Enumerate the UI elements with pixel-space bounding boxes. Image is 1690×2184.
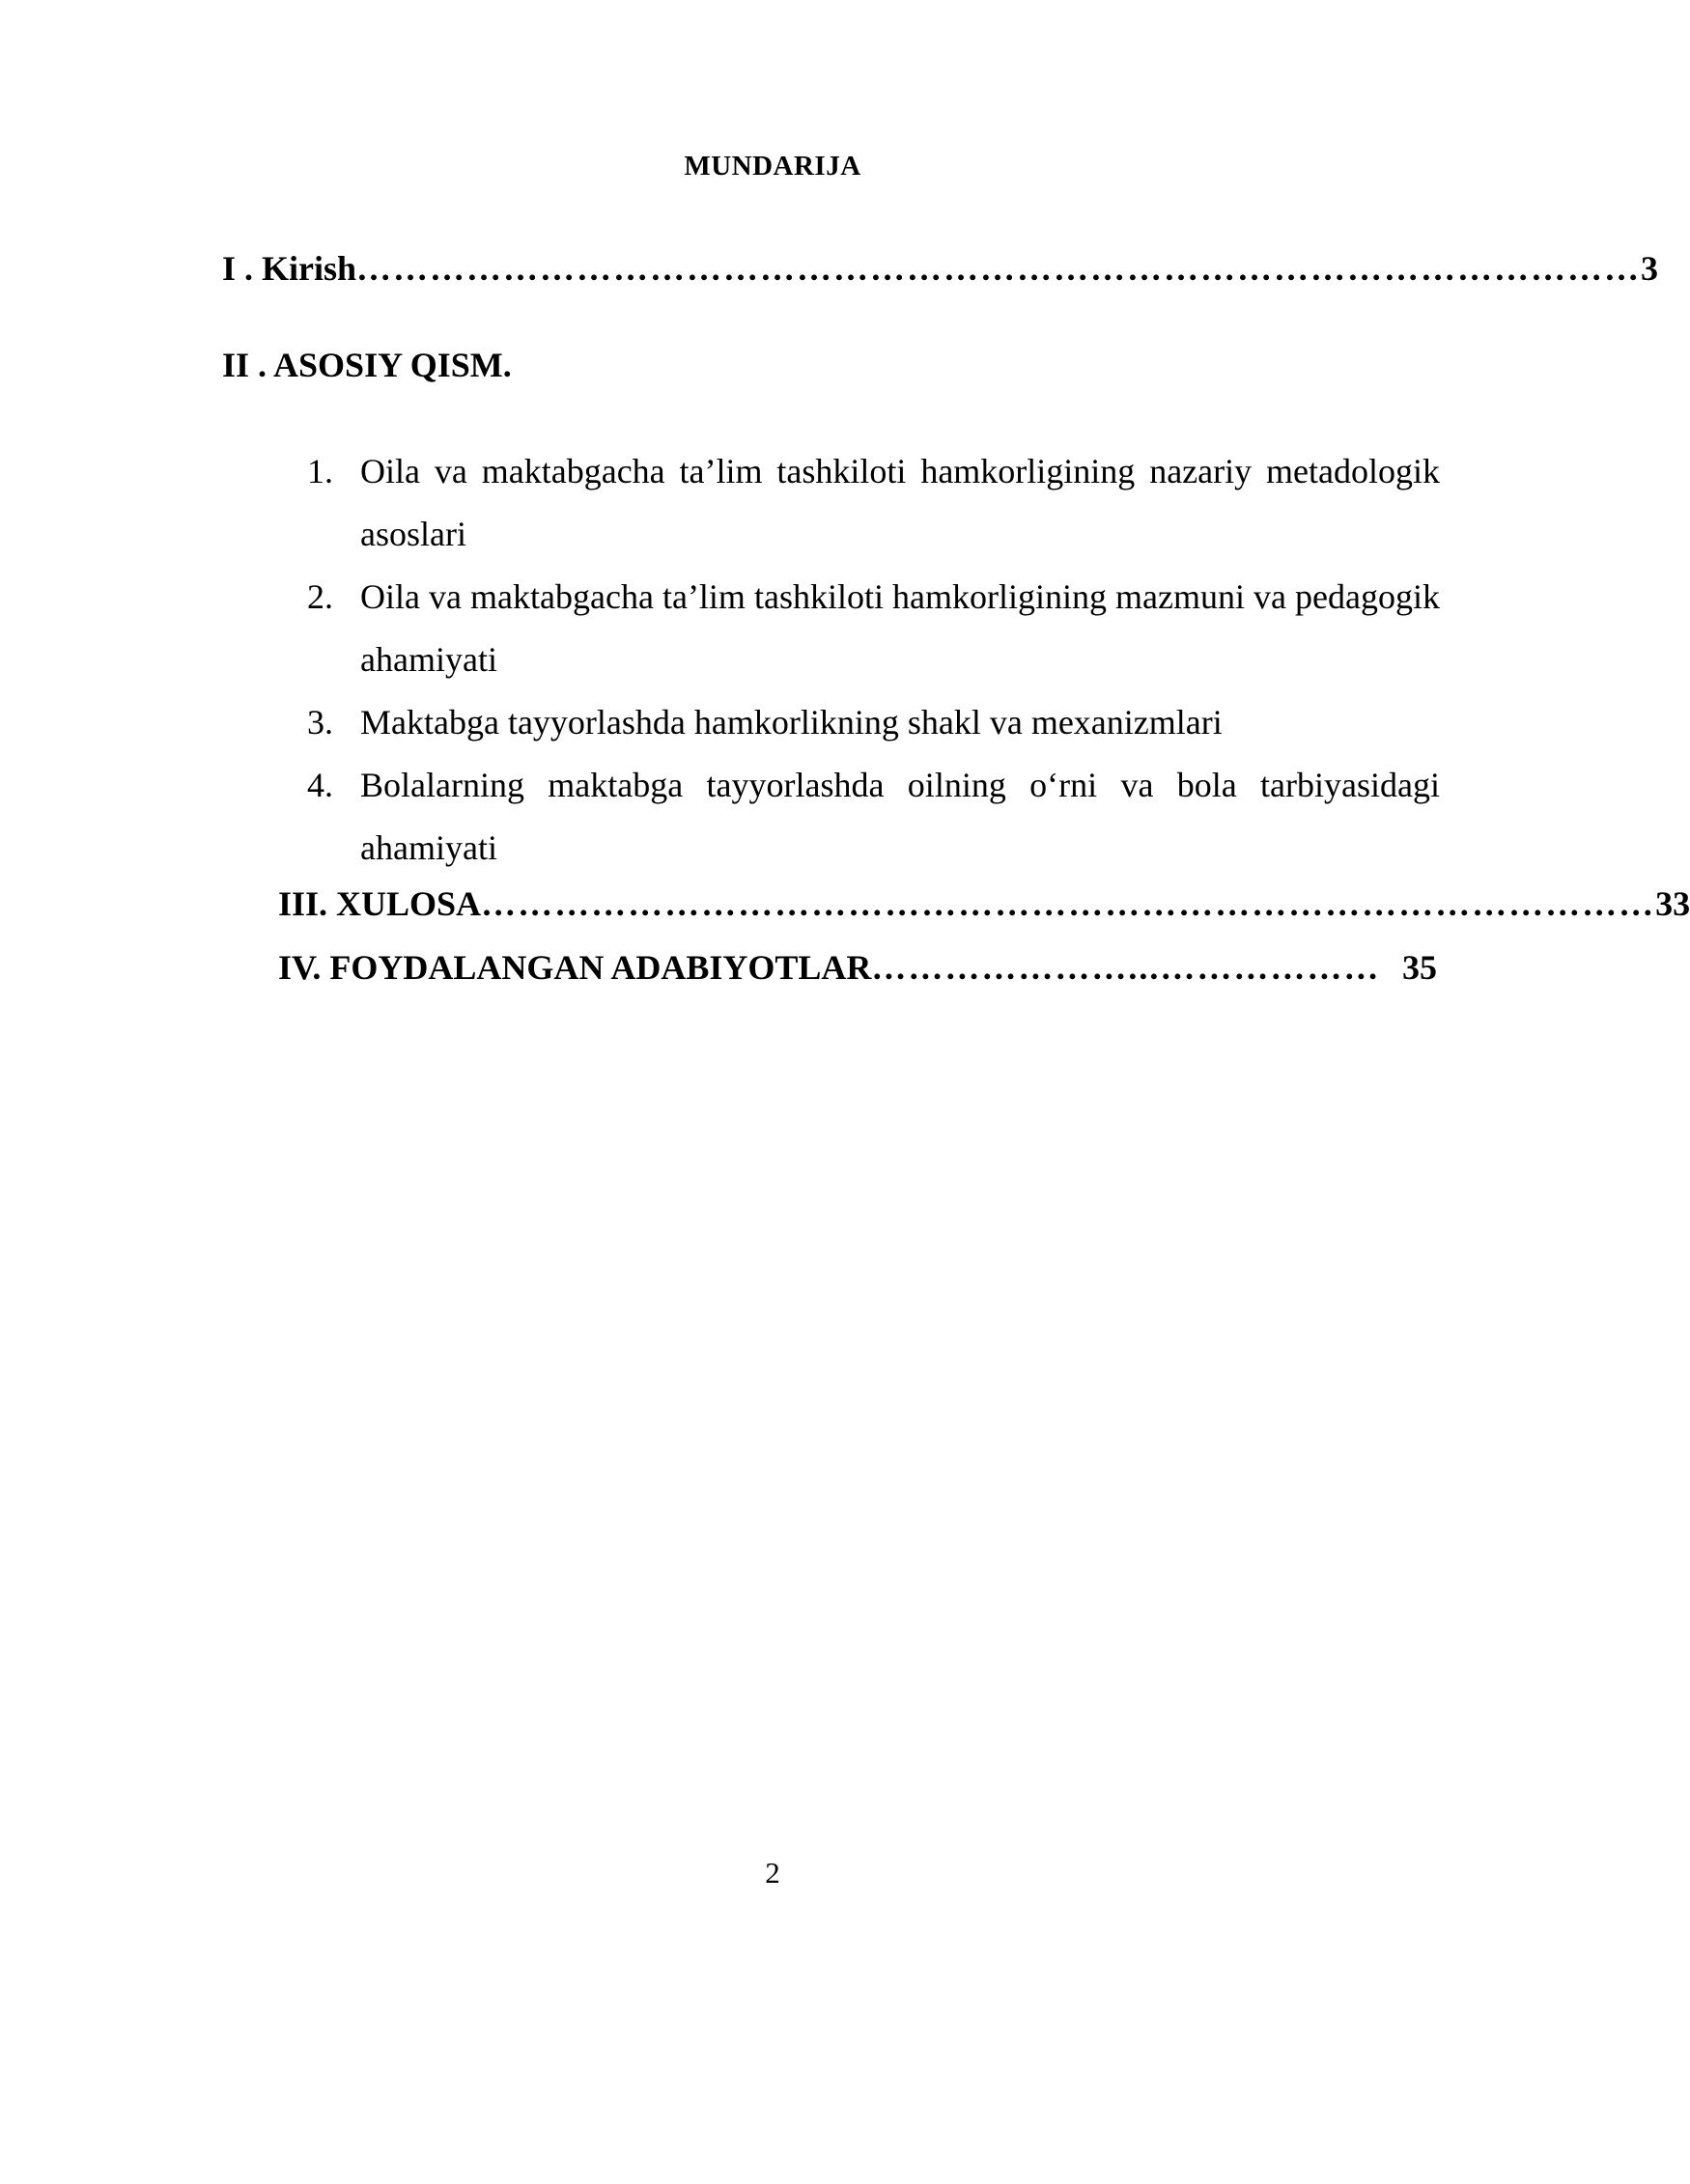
toc-sub-item-text: Oila va maktabgacha ta’lim tashkiloti hamkorligining mazmuni va pedagogik ahamiyati [360,577,1440,679]
toc-sub-item-text: Maktabga tayyorlashda hamkorlikning shakl va mexanizmlari [360,703,1223,742]
page-title: MUNDARIJA [684,151,861,182]
toc-entry-label: I . Kirish [222,249,357,288]
toc-page-number: 35 [1402,948,1437,987]
toc-sub-item [307,566,1440,691]
toc-sub-item-number: 3. [307,703,333,742]
toc-entry-label: IV. FOYDALANGAN ADABIYOTLAR [278,948,872,987]
toc-sub-item-number: 4. [307,766,333,804]
toc-sub-item-number: 2. [307,577,333,616]
toc-entry-intro [222,245,1659,292]
toc-leader-dots: …………………...……………… [871,948,1381,987]
toc-sub-item [307,440,1440,566]
toc-sub-item [307,754,1440,880]
page-number: 2 [765,1856,780,1890]
toc-sub-item [307,691,1440,754]
toc-entry-conclusion [278,881,1690,927]
toc-leader-dots: …………………………………………………………………………………… [481,884,1656,923]
toc-leader-dots: …………………………………………………………………………………………… [356,249,1642,288]
toc-section-main: II . ASOSIY QISM. [222,346,512,384]
toc-page-number: 33 [1655,884,1690,923]
toc-entry-references [278,944,1437,991]
toc-entry-label: III. XULOSA [278,884,482,923]
toc-sub-item-number: 1. [307,452,333,490]
toc-sub-item-text: Oila va maktabgacha ta’lim tashkiloti hamkorligining nazariy metadologik asoslari [360,452,1440,553]
toc-sub-item-text: Bolalarning maktabga tayyorlashda oilning o‘rni va bola tarbiyasidagi ahamiyati [360,766,1440,867]
toc-page-number: 3 [1641,249,1659,288]
toc-sub-list [307,440,1440,880]
